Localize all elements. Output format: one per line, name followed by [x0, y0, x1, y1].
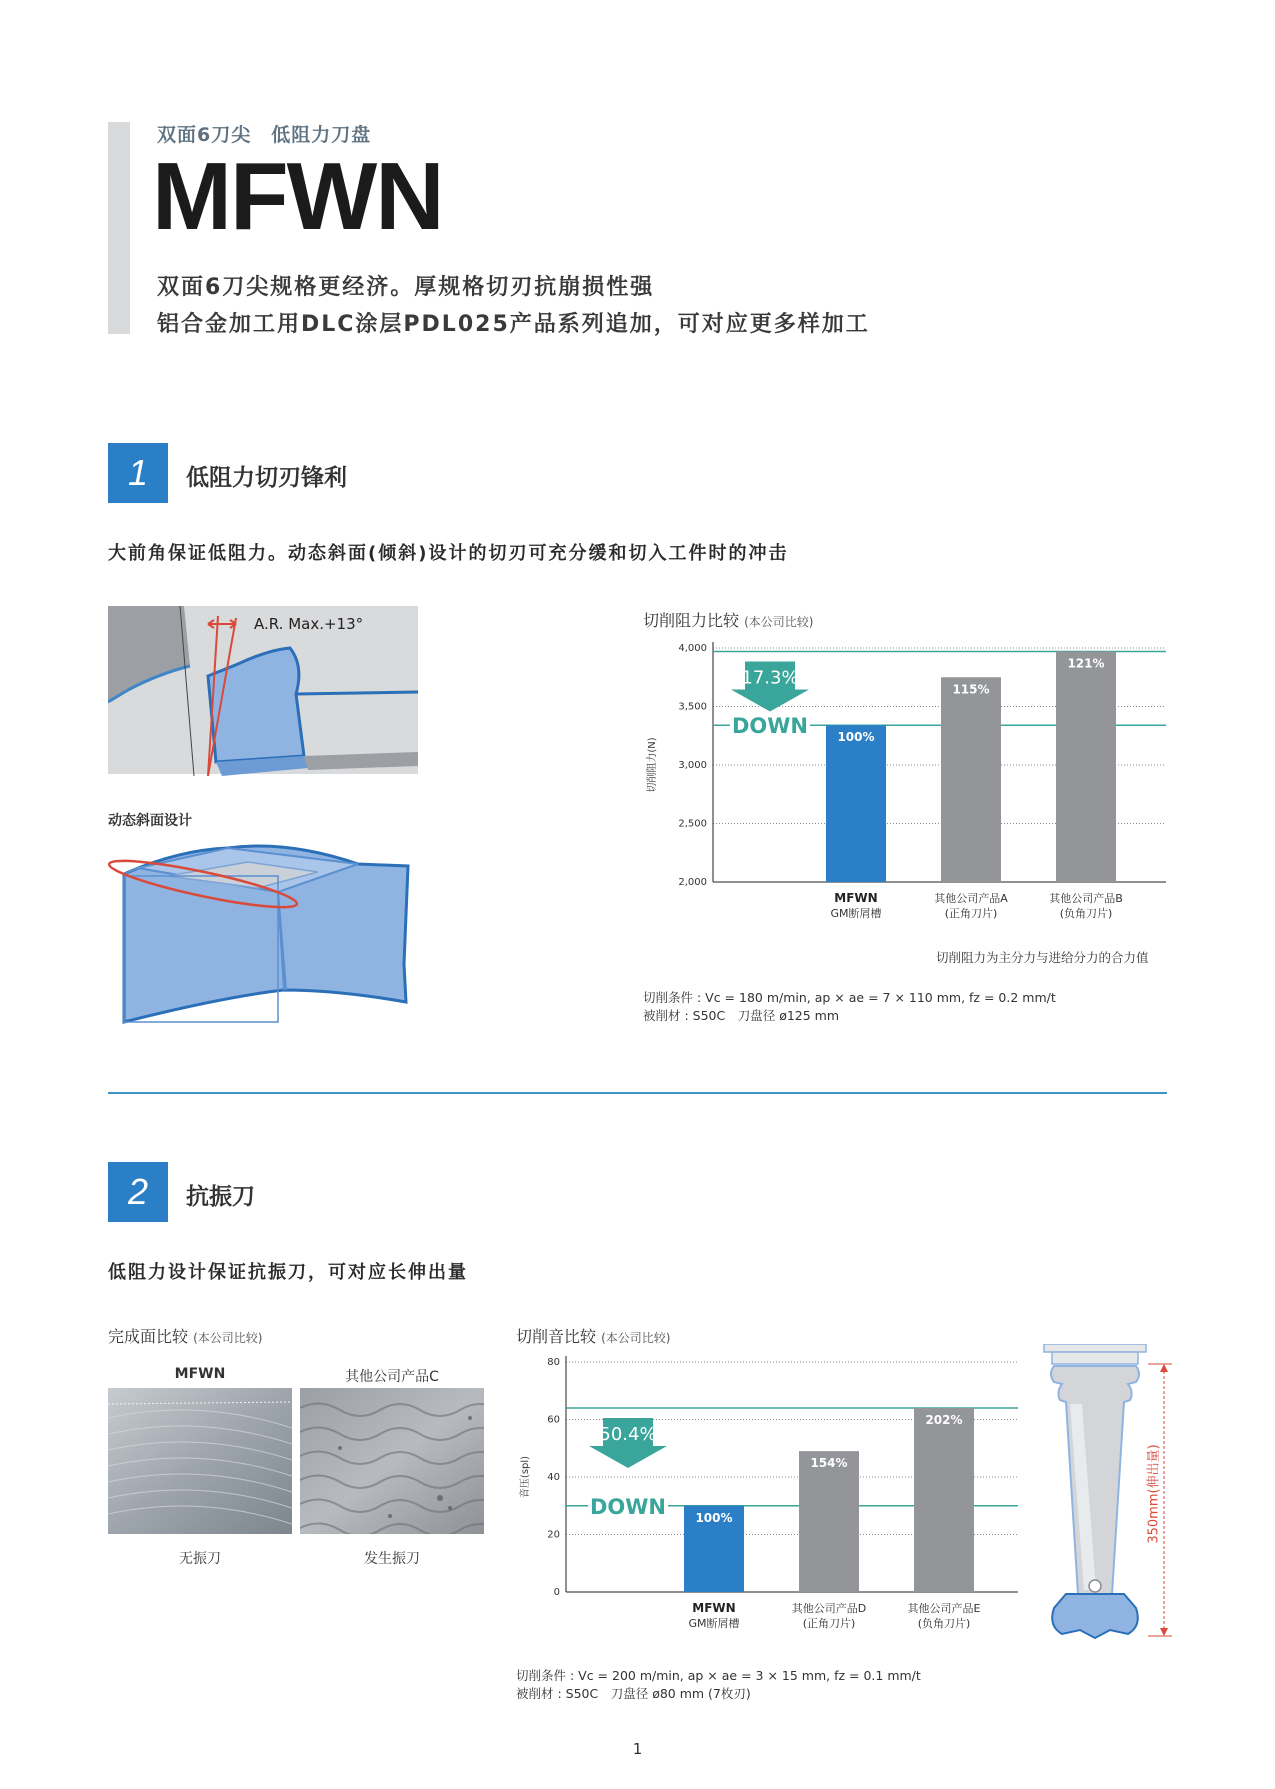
cutting-force-chart-title-note: (本公司比较) [744, 615, 814, 629]
category-sub-label: (正角刀片) [944, 907, 998, 920]
bar-value-label: 100% [695, 1510, 733, 1525]
down-word: DOWN [589, 1494, 667, 1519]
surface-left-caption: 无振刀 [179, 1551, 221, 1567]
section-2-conditions: 切削条件 : Vc = 200 m/min, ap × ae = 3 × 15 mm, fz = 0.1 mm/t [516, 1668, 921, 1683]
y-axis-label: 切削阻力(N) [647, 737, 658, 793]
surface-compare-title-text: 完成面比较 [108, 1327, 189, 1346]
y-axis-label: 音压(spl) [520, 1455, 531, 1499]
bar-value-label: 154% [810, 1456, 848, 1471]
section-1-title: 低阻力切刃锋利 [186, 465, 347, 491]
feature-line-1: 双面6刀尖规格更经济。厚规格切刃抗崩损性强 [157, 275, 655, 300]
bar-value-label: 115% [952, 682, 990, 697]
section-2-description: 低阻力设计保证抗振刀，可对应长伸出量 [108, 1262, 468, 1283]
product-title: MFWN [152, 143, 443, 250]
y-tick-label: 20 [547, 1529, 560, 1541]
bar-value-label: 121% [1067, 656, 1105, 671]
bar-value-label: 100% [837, 730, 875, 745]
long-overhang-tool-illustration [1040, 1344, 1175, 1644]
category-label: 其他公司产品E [907, 1602, 981, 1615]
y-tick-label: 3,500 [678, 701, 707, 713]
rake-angle-illustration [108, 606, 418, 786]
page-number: 1 [632, 1740, 643, 1758]
section-2-title: 抗振刀 [186, 1184, 255, 1210]
surface-compare-title [108, 1324, 262, 1347]
y-tick-label: 0 [553, 1587, 560, 1598]
feature-line-2: 铝合金加工用DLC涂层PDL025产品系列追加，可对应更多样加工 [157, 312, 870, 337]
y-tick-label: 2,500 [678, 818, 707, 830]
category-label: MFWN [834, 891, 878, 905]
bar-2 [941, 677, 1001, 882]
y-tick-label: 40 [547, 1472, 560, 1483]
surface-photo-mfwn [108, 1388, 292, 1534]
bar-3 [914, 1408, 974, 1592]
section-divider [108, 1092, 1167, 1094]
y-tick-label: 60 [547, 1414, 560, 1426]
category-sub-label: (负角刀片) [917, 1617, 971, 1630]
section-2-number: 2 [108, 1162, 168, 1222]
header-subtitle: 双面6刀尖 低阻力刀盘 [157, 124, 372, 146]
section-1-material: 被削材 : S50C 刀盘径 ø125 mm [643, 1008, 840, 1023]
cutting-force-chart-svg [643, 632, 1173, 942]
bar-1 [826, 725, 886, 882]
reduction-percent: 17.3% [741, 667, 799, 689]
category-label: MFWN [692, 1601, 736, 1615]
category-label: 其他公司产品B [1049, 892, 1123, 905]
category-sub-label: (正角刀片) [802, 1617, 856, 1630]
category-sub-label: GM断屑槽 [688, 1617, 740, 1630]
surface-right-caption: 发生振刀 [364, 1551, 420, 1567]
y-tick-label: 80 [547, 1357, 560, 1368]
y-tick-label: 3,000 [678, 760, 707, 771]
surface-right-heading: 其他公司产品C [345, 1369, 439, 1385]
section-1-conditions: 切削条件 : Vc = 180 m/min, ap × ae = 7 × 110 mm, fz = 0.2 mm/t [643, 990, 1056, 1005]
reduction-percent: 50.4% [599, 1424, 657, 1445]
cutting-noise-chart-title [516, 1324, 670, 1347]
cutting-force-chart-note: 切削阻力为主分力与进给分力的合力值 [936, 950, 1149, 965]
overhang-label-holder [1140, 1424, 1190, 1564]
y-tick-label: 2,000 [678, 877, 707, 888]
surface-photo-competitor-c [300, 1388, 484, 1534]
category-label: 其他公司产品D [791, 1602, 867, 1615]
bar-3 [1056, 652, 1116, 882]
cutting-force-chart [643, 632, 1173, 942]
cutting-noise-chart-title-note: (本公司比较) [601, 1331, 671, 1345]
overhang-length-label: 350mm(伸出量) [1146, 1444, 1162, 1544]
down-word: DOWN [731, 714, 809, 739]
surface-compare-title-note: (本公司比较) [193, 1331, 263, 1345]
cutting-noise-chart-title-text: 切削音比较 [516, 1327, 597, 1346]
category-label: 其他公司产品A [934, 892, 1008, 905]
cutting-force-chart-title-text: 切削阻力比较 [643, 611, 740, 630]
rake-angle-label: A.R. Max.+13° [254, 615, 364, 633]
header-accent-bar [108, 122, 130, 334]
cutting-force-chart-title [643, 608, 813, 631]
bar-2 [799, 1451, 859, 1592]
bar-value-label: 202% [925, 1413, 963, 1427]
dynamic-slope-caption: 动态斜面设计 [108, 813, 192, 829]
section-1-description: 大前角保证低阻力。动态斜面(倾斜)设计的切刃可充分缓和切入工件时的冲击 [108, 543, 789, 564]
y-tick-label: 4,000 [678, 643, 707, 654]
category-sub-label: GM断屑槽 [830, 907, 882, 920]
cutting-noise-chart-svg [516, 1352, 1036, 1662]
section-2-material: 被削材 : S50C 刀盘径 ø80 mm (7枚刃) [516, 1686, 751, 1701]
surface-left-heading: MFWN [174, 1366, 226, 1382]
cutting-noise-chart [516, 1352, 1036, 1662]
section-1-number: 1 [108, 443, 168, 503]
insert-3d-illustration [108, 840, 418, 1030]
category-sub-label: (负角刀片) [1059, 907, 1113, 920]
